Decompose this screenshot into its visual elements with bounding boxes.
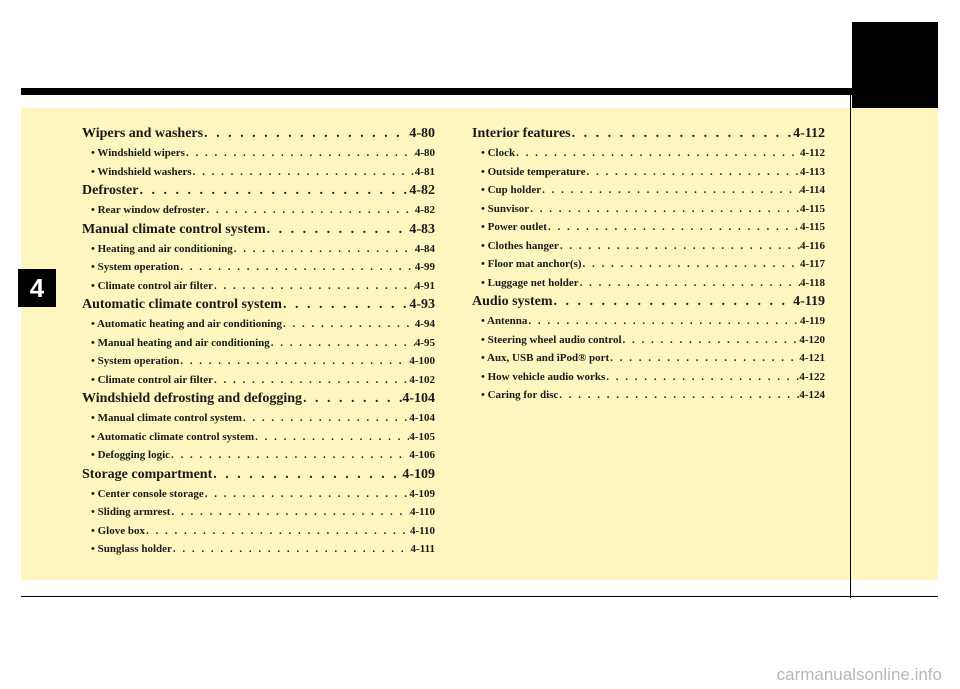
entry-label: • Caring for disc bbox=[481, 386, 558, 405]
entry-page-number: 4-124 bbox=[799, 389, 825, 401]
dot-leader bbox=[622, 331, 800, 350]
watermark: carmanualsonline.info bbox=[776, 665, 942, 684]
entry-page-number: 4-122 bbox=[799, 370, 825, 383]
dot-leader bbox=[527, 312, 800, 331]
entry-label: • Cup holder bbox=[481, 181, 541, 200]
entry-label: • Heating and air conditioning bbox=[91, 240, 233, 259]
toc-subsection-entry[interactable] bbox=[472, 368, 825, 387]
toc-section-entry[interactable] bbox=[82, 181, 435, 201]
dot-leader bbox=[559, 237, 800, 256]
entry-label: • Manual heating and air conditioning bbox=[91, 334, 270, 353]
entry-label: • Antenna bbox=[481, 312, 527, 331]
entry-label: • Windshield wipers bbox=[91, 144, 185, 163]
entry-page-number: 4-104 bbox=[402, 391, 435, 406]
dot-leader bbox=[302, 389, 402, 409]
entry-page-number: 4-109 bbox=[402, 466, 435, 482]
toc-subsection-entry[interactable] bbox=[472, 274, 825, 293]
entry-label: • Rear window defroster bbox=[91, 201, 205, 220]
entry-label: • Clock bbox=[481, 144, 515, 163]
entry-label: • Glove box bbox=[91, 522, 145, 541]
dot-leader bbox=[179, 352, 409, 371]
entry-page-number: 4-117 bbox=[799, 258, 825, 270]
entry-page-number: 4-82 bbox=[409, 183, 435, 198]
dot-leader bbox=[515, 144, 800, 163]
dot-leader bbox=[213, 371, 409, 390]
entry-page-number: 4-106 bbox=[409, 449, 435, 461]
toc-subsection-entry[interactable] bbox=[472, 181, 825, 200]
entry-page-number: 4-111 bbox=[410, 543, 435, 555]
toc-subsection-entry[interactable] bbox=[472, 218, 825, 237]
toc-subsection-entry[interactable] bbox=[82, 503, 435, 522]
dot-leader bbox=[170, 446, 409, 465]
toc-column-right bbox=[472, 124, 825, 405]
dot-leader bbox=[558, 386, 799, 405]
toc-section-entry[interactable] bbox=[82, 465, 435, 485]
toc-subsection-entry[interactable] bbox=[82, 201, 435, 220]
toc-subsection-entry[interactable] bbox=[472, 163, 825, 182]
toc-subsection-entry[interactable] bbox=[82, 334, 435, 353]
toc-subsection-entry[interactable] bbox=[82, 240, 435, 259]
toc-subsection-entry[interactable] bbox=[472, 237, 825, 256]
entry-page-number: 4-91 bbox=[414, 279, 435, 292]
dot-leader bbox=[139, 181, 410, 201]
toc-subsection-entry[interactable] bbox=[82, 163, 435, 182]
entry-page-number: 4-112 bbox=[793, 126, 825, 141]
entry-label: • Defogging logic bbox=[91, 446, 170, 465]
entry-page-number: 4-83 bbox=[409, 221, 435, 237]
entry-page-number: 4-113 bbox=[799, 165, 825, 178]
entry-label: • Center console storage bbox=[91, 485, 204, 504]
entry-label: Wipers and washers bbox=[82, 126, 204, 141]
entry-page-number: 4-102 bbox=[409, 373, 435, 386]
entry-page-number: 4-118 bbox=[799, 276, 825, 289]
dot-leader bbox=[170, 503, 410, 522]
dot-leader bbox=[547, 218, 800, 237]
corner-block bbox=[852, 22, 938, 108]
entry-label: Interior features bbox=[472, 126, 571, 141]
dot-leader bbox=[212, 465, 402, 485]
dot-leader bbox=[609, 349, 799, 368]
dot-leader bbox=[179, 258, 415, 277]
entry-page-number: 4-95 bbox=[414, 336, 435, 349]
toc-section-entry[interactable] bbox=[472, 292, 825, 312]
dot-leader bbox=[242, 409, 409, 428]
entry-label: • Automatic heating and air conditioning bbox=[91, 315, 282, 334]
chapter-tab: 4 bbox=[18, 269, 56, 307]
toc-subsection-entry[interactable] bbox=[82, 446, 435, 465]
entry-label: • Sliding armrest bbox=[91, 503, 170, 522]
toc-subsection-entry[interactable] bbox=[472, 331, 825, 350]
dot-leader bbox=[282, 315, 415, 334]
entry-page-number: 4-94 bbox=[414, 318, 435, 330]
entry-page-number: 4-93 bbox=[409, 297, 435, 312]
margin-line bbox=[850, 95, 851, 598]
bottom-rule bbox=[21, 596, 938, 597]
dot-leader bbox=[145, 522, 410, 541]
dot-leader bbox=[203, 124, 409, 144]
toc-subsection-entry[interactable] bbox=[472, 255, 825, 274]
entry-page-number: 4-114 bbox=[799, 184, 825, 196]
entry-page-number: 4-99 bbox=[414, 261, 435, 273]
entry-label: Automatic climate control system bbox=[82, 297, 282, 312]
entry-label: • Manual climate control system bbox=[91, 409, 242, 428]
dot-leader bbox=[172, 540, 411, 559]
entry-label: • Climate control air filter bbox=[91, 277, 213, 296]
entry-page-number: 4-80 bbox=[414, 147, 435, 159]
entry-page-number: 4-100 bbox=[409, 355, 435, 367]
dot-leader bbox=[254, 428, 409, 447]
entry-label: • Aux, USB and iPod® port bbox=[481, 349, 609, 368]
toc-subsection-entry[interactable] bbox=[82, 522, 435, 541]
entry-label: Audio system bbox=[472, 294, 553, 309]
dot-leader bbox=[282, 295, 409, 315]
toc-subsection-entry[interactable] bbox=[472, 386, 825, 405]
toc-subsection-entry[interactable] bbox=[82, 352, 435, 371]
toc-subsection-entry[interactable] bbox=[472, 349, 825, 368]
entry-page-number: 4-110 bbox=[409, 506, 435, 518]
entry-page-number: 4-82 bbox=[414, 204, 435, 216]
toc-section-entry[interactable] bbox=[82, 389, 435, 409]
entry-page-number: 4-112 bbox=[799, 147, 825, 159]
entry-page-number: 4-120 bbox=[799, 333, 825, 346]
toc-subsection-entry[interactable] bbox=[82, 409, 435, 428]
entry-page-number: 4-80 bbox=[409, 126, 435, 141]
toc-subsection-entry[interactable] bbox=[82, 315, 435, 334]
toc-section-entry[interactable] bbox=[82, 124, 435, 144]
dot-leader bbox=[605, 368, 799, 387]
top-rule bbox=[21, 88, 873, 95]
dot-leader bbox=[582, 255, 800, 274]
entry-page-number: 4-115 bbox=[799, 202, 825, 215]
entry-label: • Luggage net holder bbox=[481, 274, 579, 293]
toc-column-left bbox=[82, 124, 435, 559]
dot-leader bbox=[529, 200, 800, 219]
dot-leader bbox=[213, 277, 415, 296]
dot-leader bbox=[185, 144, 415, 163]
entry-page-number: 4-109 bbox=[409, 487, 435, 500]
entry-page-number: 4-81 bbox=[414, 165, 435, 178]
toc-subsection-entry[interactable] bbox=[82, 144, 435, 163]
toc-subsection-entry[interactable] bbox=[82, 540, 435, 559]
entry-page-number: 4-110 bbox=[409, 524, 435, 537]
entry-label: • Automatic climate control system bbox=[91, 428, 254, 447]
entry-page-number: 4-104 bbox=[409, 412, 435, 424]
dot-leader bbox=[541, 181, 800, 200]
toc-subsection-entry[interactable] bbox=[472, 200, 825, 219]
entry-page-number: 4-116 bbox=[799, 239, 825, 252]
toc-section-entry[interactable] bbox=[82, 220, 435, 240]
entry-label: • Windshield washers bbox=[91, 163, 192, 182]
entry-label: Storage compartment bbox=[82, 466, 213, 482]
dot-leader bbox=[204, 485, 410, 504]
dot-leader bbox=[266, 220, 410, 240]
entry-label: Defroster bbox=[82, 183, 139, 198]
toc-subsection-entry[interactable] bbox=[82, 258, 435, 277]
dot-leader bbox=[571, 124, 793, 144]
entry-page-number: 4-115 bbox=[799, 221, 825, 233]
entry-label: • System operation bbox=[91, 352, 179, 371]
dot-leader bbox=[270, 334, 415, 353]
toc-subsection-entry[interactable] bbox=[82, 485, 435, 504]
entry-label: Manual climate control system bbox=[82, 221, 266, 237]
entry-label: • Sunvisor bbox=[481, 200, 529, 219]
entry-label: • Steering wheel audio control bbox=[481, 331, 622, 350]
toc-subsection-entry[interactable] bbox=[82, 277, 435, 296]
dot-leader bbox=[579, 274, 800, 293]
entry-label: • Power outlet bbox=[481, 218, 547, 237]
entry-label: • Floor mat anchor(s) bbox=[481, 255, 582, 274]
entry-label: • Climate control air filter bbox=[91, 371, 213, 390]
entry-label: • Clothes hanger bbox=[481, 237, 559, 256]
entry-page-number: 4-119 bbox=[793, 294, 825, 309]
entry-page-number: 4-105 bbox=[409, 430, 435, 443]
entry-label: • Sunglass holder bbox=[91, 540, 172, 559]
toc-subsection-entry[interactable] bbox=[82, 428, 435, 447]
entry-label: • How vehicle audio works bbox=[481, 368, 605, 387]
dot-leader bbox=[192, 163, 415, 182]
toc-subsection-entry[interactable] bbox=[472, 312, 825, 331]
toc-subsection-entry[interactable] bbox=[82, 371, 435, 390]
dot-leader bbox=[585, 163, 799, 182]
entry-label: • Outside temperature bbox=[481, 163, 585, 182]
entry-page-number: 4-84 bbox=[414, 242, 435, 255]
toc-section-entry[interactable] bbox=[82, 295, 435, 315]
dot-leader bbox=[553, 292, 794, 312]
dot-leader bbox=[233, 240, 415, 259]
entry-page-number: 4-119 bbox=[799, 315, 825, 327]
dot-leader bbox=[205, 201, 414, 220]
entry-page-number: 4-121 bbox=[799, 352, 825, 364]
entry-label: Windshield defrosting and defogging bbox=[82, 391, 303, 406]
toc-section-entry[interactable] bbox=[472, 124, 825, 144]
entry-label: • System operation bbox=[91, 258, 179, 277]
toc-subsection-entry[interactable] bbox=[472, 144, 825, 163]
